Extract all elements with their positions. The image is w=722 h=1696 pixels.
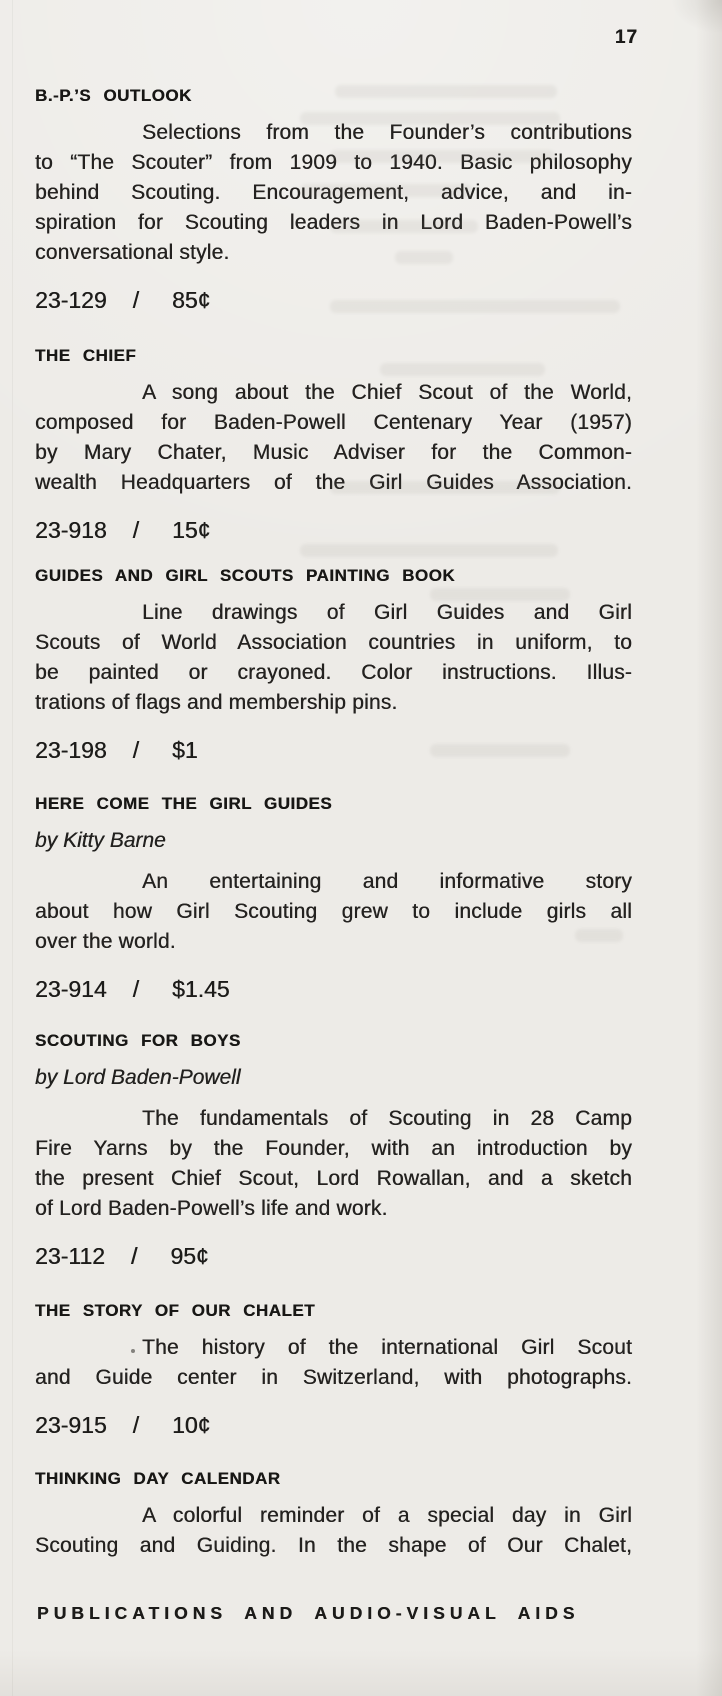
description-line: over the world. [35,930,176,953]
catalog-section [35,85,632,315]
description-line: composed for Baden-Powell Centenary Year (1957) [35,411,632,434]
catalog-price-row [35,515,632,545]
catalog-code: 23-918 [35,517,107,543]
section-byline: by Lord Baden-Powell [35,1066,241,1089]
price: 10¢ [172,1412,211,1438]
catalog-code: 23-129 [35,287,107,313]
catalog-code: 23-914 [35,976,107,1002]
catalog-price-row [35,735,632,765]
section-title: GUIDES AND GIRL SCOUTS PAINTING BOOK [35,566,456,585]
description-line: Scouts of World Association countries in uniform, to [35,631,632,654]
price: 85¢ [172,287,211,313]
section-description [35,1104,632,1224]
catalog-section [35,1468,632,1578]
description-line: of Lord Baden-Powell’s life and work. [35,1197,388,1220]
description-line: the present Chief Scout, Lord Rowallan, and a sketch [35,1167,632,1190]
description-line: about how Girl Scouting grew to include girls all [35,900,632,923]
catalog-column [35,0,632,1696]
ink-dot-artifact [131,1349,135,1353]
section-description [35,867,632,957]
catalog-price-row [35,285,632,315]
catalog-section [35,565,632,765]
section-title: THE CHIEF [35,346,137,365]
catalog-section [35,1030,632,1271]
description-line: to “The Scouter” from 1909 to 1940. Basic philosophy [35,151,632,174]
description-line: The history of the international Girl Scout [142,1336,632,1359]
catalog-section [35,1300,632,1440]
description-line: Fire Yarns by the Founder, with an introduction by [35,1137,632,1160]
price-separator: / [132,1412,140,1438]
catalog-price-row [35,1410,632,1440]
price-separator: / [132,287,140,313]
description-line: A colorful reminder of a special day in Girl [142,1504,632,1527]
page-number: 17 [614,27,638,48]
price-separator: / [132,517,140,543]
description-line: Selections from the Founder’s contributions [142,121,632,144]
section-title: SCOUTING FOR BOYS [35,1031,241,1050]
catalog-price-row [35,1241,632,1271]
description-line: Scouting and Guiding. In the shape of Our Chalet, [35,1534,632,1557]
price: $1 [172,737,198,763]
section-description [35,118,632,268]
description-line: and Guide center in Switzerland, with photographs. [35,1366,632,1389]
section-description [35,1333,632,1393]
section-title: THINKING DAY CALENDAR [35,1469,281,1488]
description-line: conversational style. [35,241,230,264]
footer-running-title: PUBLICATIONS AND AUDIO-VISUAL AIDS [37,1603,580,1623]
description-line: A song about the Chief Scout of the World, [142,381,632,404]
price-separator: / [130,1243,138,1269]
section-description [35,378,632,498]
catalog-section [35,345,632,545]
catalog-price-row [35,974,632,1004]
catalog-code: 23-112 [35,1243,105,1269]
catalog-code: 23-198 [35,737,107,763]
section-title: THE STORY OF OUR CHALET [35,1301,316,1320]
section-description [35,598,632,718]
description-line: Line drawings of Girl Guides and Girl [142,601,632,624]
description-line: wealth Headquarters of the Girl Guides Association. [35,471,632,494]
section-title: B.-P.’S OUTLOOK [35,86,192,105]
description-line: be painted or crayoned. Color instructions. Illus- [35,661,632,684]
catalog-code: 23-915 [35,1412,107,1438]
description-line: by Mary Chater, Music Adviser for the Common- [35,441,632,464]
description-line: spiration for Scouting leaders in Lord Baden-Powell’s [35,211,632,234]
catalog-section [35,793,632,1004]
price: 15¢ [172,517,211,543]
section-byline: by Kitty Barne [35,829,166,852]
description-line: The fundamentals of Scouting in 28 Camp [142,1107,632,1130]
description-line: behind Scouting. Encouragement, advice, and in- [35,181,632,204]
price-separator: / [132,737,140,763]
page-edge-mark-artifact [0,1364,15,1396]
section-title: HERE COME THE GIRL GUIDES [35,794,333,813]
price: 95¢ [170,1243,209,1269]
price: $1.45 [172,976,230,1002]
section-description [35,1501,632,1561]
price-separator: / [132,976,140,1002]
description-line: An entertaining and informative story [142,870,632,893]
description-line: trations of flags and membership pins. [35,691,398,714]
